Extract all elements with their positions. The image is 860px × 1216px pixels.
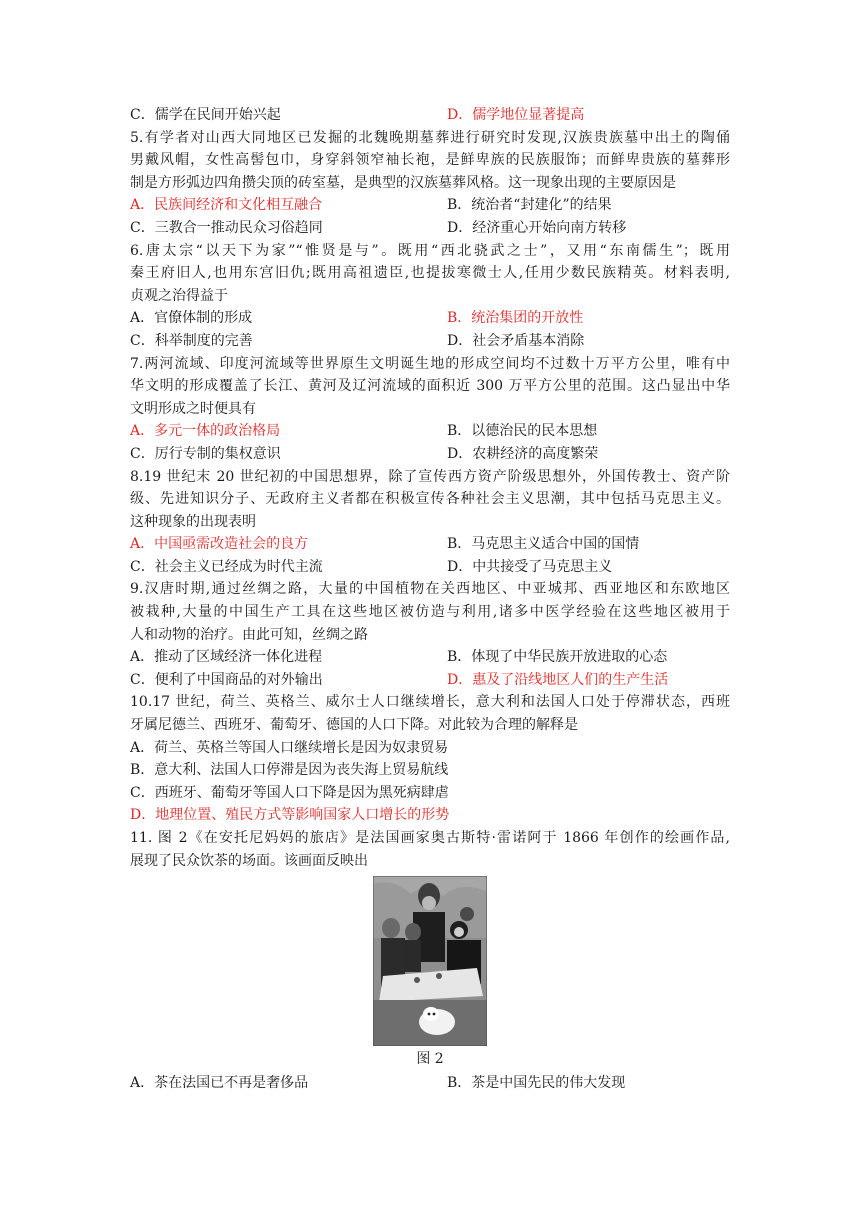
q7-options-cd xyxy=(130,443,730,466)
q6-stem-line: 秦王府旧人,也用东宫旧仇;既用高祖遗臣,也提拔寒微士人,任用少数民族精英。材料表明, xyxy=(130,265,730,282)
q8-option-a-answer: A．中国亟需改造社会的良方 xyxy=(130,536,309,553)
q6-option-b-answer: B．统治集团的开放性 xyxy=(447,310,584,327)
q6-option-a: A．官僚体制的形成 xyxy=(130,310,253,327)
figure-2 xyxy=(130,872,730,1048)
q10-option-d-answer: D．地理位置、殖民方式等影响国家人口增长的形势 xyxy=(130,807,450,824)
q8-option-d: D．中共接受了马克思主义 xyxy=(447,558,613,575)
q8-options-cd xyxy=(130,556,730,579)
q9-option-c: C．便利了中国商品的对外输出 xyxy=(130,671,323,688)
q9-stem-line: 人和动物的治疗。由此可知，丝绸之路 xyxy=(130,626,368,643)
q4-option-c: C．儒学在民间开始兴起 xyxy=(130,107,281,123)
q8-option-b: B．马克思主义适合中国的国情 xyxy=(447,536,640,553)
q6-option-d: D．社会矛盾基本消除 xyxy=(447,332,585,349)
q5-option-b: B．统治者“封建化”的结果 xyxy=(447,197,612,214)
q5-option-c: C．三教合一推动民众习俗趋同 xyxy=(130,219,323,236)
q10-stem-line: 10.17 世纪，荷兰、英格兰、威尔士人口继续增长，意大利和法国人口处于停滞状态，西班 xyxy=(130,694,730,711)
q10-option-c: C．西班牙、葡萄牙等国人口下降是因为黑死病肆虐 xyxy=(130,784,449,801)
q6-options-ab xyxy=(130,307,730,330)
q7-stem-line: 7.两河流域、印度河流域等世界原生文明诞生地的形成空间均不过数十万平方公里，唯有中 xyxy=(130,355,730,372)
q5-stem-line: 男戴风帽，女性高髻包巾，身穿斜领窄袖长袍，是鲜卑族的民族服饰；而鲜卑贵族的墓葬形 xyxy=(130,152,730,169)
q8-stem-line: 8.19 世纪末 20 世纪初的中国思想界，除了宣传西方资产阶级思想外，外国传教士、资产阶 xyxy=(130,468,730,485)
q10-option-a: A．荷兰、英格兰等国人口继续增长是因为奴隶贸易 xyxy=(130,739,449,756)
q7-option-c: C．厉行专制的集权意识 xyxy=(130,445,281,462)
question-9 xyxy=(130,578,730,691)
q7-option-b: B．以德治民的民本思想 xyxy=(447,423,598,440)
question-5 xyxy=(130,127,730,240)
figure-caption: 图 2 xyxy=(416,1051,444,1068)
question-11 xyxy=(130,827,730,1095)
q8-stem-line: 这种现象的出现表明 xyxy=(130,513,256,530)
q7-stem-line: 文明形成之时便具有 xyxy=(130,400,256,417)
q8-options-ab xyxy=(130,533,730,556)
q9-options-ab xyxy=(130,646,730,669)
q5-option-d: D．经济重心开始向南方转移 xyxy=(447,219,627,236)
q5-options-ab xyxy=(130,194,730,217)
q9-stem-line: 9.汉唐时期,通过丝绸之路，大量的中国植物在关西地区、中亚城邦、西亚地区和东欧地区 xyxy=(130,581,730,598)
exam-content xyxy=(130,104,730,1095)
q8-option-c: C．社会主义已经成为时代主流 xyxy=(130,558,323,575)
q6-option-c: C．科举制度的完善 xyxy=(130,332,253,349)
q11-stem-line: 展现了民众饮茶的场面。该画面反映出 xyxy=(130,852,368,869)
q9-option-b: B．体现了中华民族开放进取的心态 xyxy=(447,649,668,666)
q9-options-cd xyxy=(130,669,730,692)
q5-option-a-answer: A．民族间经济和文化相互融合 xyxy=(130,197,323,214)
q6-stem-line: 贞观之治得益于 xyxy=(130,287,228,304)
q7-option-a-answer: A．多元一体的政治格局 xyxy=(130,423,281,440)
q10-option-b: B．意大利、法国人口停滞是因为丧失海上贸易航线 xyxy=(130,762,449,779)
q9-option-d-answer: D．惠及了沿线地区人们的生产生活 xyxy=(447,671,669,688)
q11-stem-line: 11. 图 2《在安托尼妈妈的旅店》是法国画家奥古斯特·雷诺阿于 1866 年创作的绘画作品, xyxy=(130,830,730,846)
q7-option-d: D．农耕经济的高度繁荣 xyxy=(447,445,599,462)
question-10 xyxy=(130,691,730,827)
q4-option-d-answer: D．儒学地位显著提高 xyxy=(447,107,585,123)
q6-stem-line: 6.唐太宗“以天下为家”“惟贤是与”。既用“西北骁武之士”，又用“东南儒生”；既用 xyxy=(130,242,730,259)
question-7 xyxy=(130,353,730,466)
question-8 xyxy=(130,466,730,579)
q4-options-cd xyxy=(130,104,730,127)
q9-stem-line: 被栽种,大量的中国生产工具在这些地区被仿造与利用,诸多中医学经验在这些地区被用于 xyxy=(130,604,730,621)
q7-options-ab xyxy=(130,420,730,443)
q5-stem-line: 5.有学者对山西大同地区已发掘的北魏晚期墓葬进行研究时发现,汉族贵族墓中出土的陶俑 xyxy=(130,129,730,146)
q11-options-ab xyxy=(130,1072,730,1095)
q5-options-cd xyxy=(130,217,730,240)
q11-option-a: A．茶在法国已不再是奢侈品 xyxy=(130,1075,309,1092)
question-6 xyxy=(130,240,730,353)
painting-image xyxy=(373,876,487,1046)
q11-option-b: B．茶是中国先民的伟大发现 xyxy=(447,1075,626,1092)
q9-option-a: A．推动了区域经济一体化进程 xyxy=(130,649,323,666)
q5-stem-line: 制是方形弧边四角攒尖顶的砖室墓，是典型的汉族墓葬风格。这一现象出现的主要原因是 xyxy=(130,174,676,191)
q6-options-cd xyxy=(130,330,730,353)
q10-stem-line: 牙属尼德兰、西班牙、葡萄牙、德国的人口下降。对此较为合理的解释是 xyxy=(130,717,578,734)
q8-stem-line: 级、先进知识分子、无政府主义者都在积极宣传各种社会主义思潮，其中包括马克思主义。 xyxy=(130,491,730,508)
q7-stem-line: 华文明的形成覆盖了长江、黄河及辽河流域的面积近 300 万平方公里的范围。这凸显出中华 xyxy=(130,378,730,395)
